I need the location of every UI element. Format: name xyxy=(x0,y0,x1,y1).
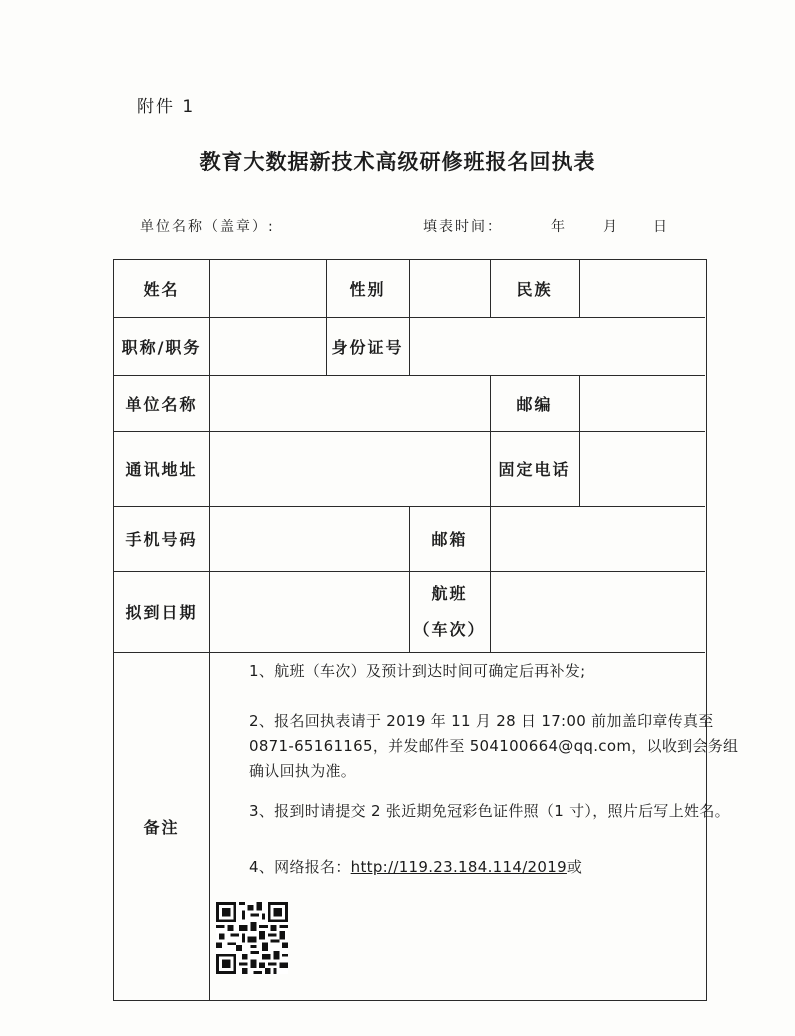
id-number-label: 身份证号 xyxy=(331,337,404,357)
year-label: 年 xyxy=(551,219,567,235)
note-item-4 xyxy=(249,855,582,880)
column-divider xyxy=(579,375,580,506)
title-position-label: 职称/职务 xyxy=(121,337,202,357)
registration-link[interactable]: http://119.23.184.114/2019 xyxy=(350,858,567,876)
name-label: 姓名 xyxy=(143,280,180,299)
page-title: 教育大数据新技术高级研修班报名回执表 xyxy=(199,150,596,174)
note-item-4-suffix: 或 xyxy=(566,858,583,876)
email-label: 邮箱 xyxy=(431,530,468,549)
column-divider xyxy=(579,260,580,317)
remarks-label: 备注 xyxy=(143,817,180,837)
flight-label-line2: （车次） xyxy=(413,619,486,639)
column-divider xyxy=(209,260,210,1000)
flight-label xyxy=(409,571,490,652)
postcode-label: 邮编 xyxy=(516,394,553,414)
ethnicity-label: 民族 xyxy=(516,280,553,299)
registration-form-table xyxy=(113,259,739,1001)
note-item-1: 1、航班（车次）及预计到达时间可确定后再补发; xyxy=(249,662,586,680)
attachment-label: 附件 1 xyxy=(137,97,196,117)
note-item-2: 2、报名回执表请于 2019 年 11 月 28 日 17:00 前加盖印章传真至 0871-65161165，并发邮件至 504100664@qq.com，以收到会务组确认回执为准。 xyxy=(249,712,739,780)
day-label: 日 xyxy=(653,219,669,235)
arrival-date-label: 拟到日期 xyxy=(125,603,198,622)
column-divider xyxy=(490,506,491,652)
note-item-4-prefix: 4、网络报名： xyxy=(249,858,351,876)
qr-code-icon xyxy=(216,902,288,974)
unit-stamp-label: 单位名称（盖章）: xyxy=(140,219,275,235)
unit-name-label: 单位名称 xyxy=(125,394,198,414)
address-label: 通讯地址 xyxy=(125,460,198,479)
flight-label-line1: 航班 xyxy=(431,583,468,603)
column-divider xyxy=(409,260,410,375)
landline-label: 固定电话 xyxy=(498,460,571,479)
mobile-label: 手机号码 xyxy=(125,530,198,549)
fill-time-label: 填表时间： xyxy=(423,219,503,235)
fill-time-row xyxy=(423,216,669,236)
gender-label: 性别 xyxy=(349,280,386,299)
month-label: 月 xyxy=(603,219,619,235)
note-item-3: 3、报到时请提交 2 张近期免冠彩色证件照（1 寸），照片后写上姓名。 xyxy=(249,802,730,820)
